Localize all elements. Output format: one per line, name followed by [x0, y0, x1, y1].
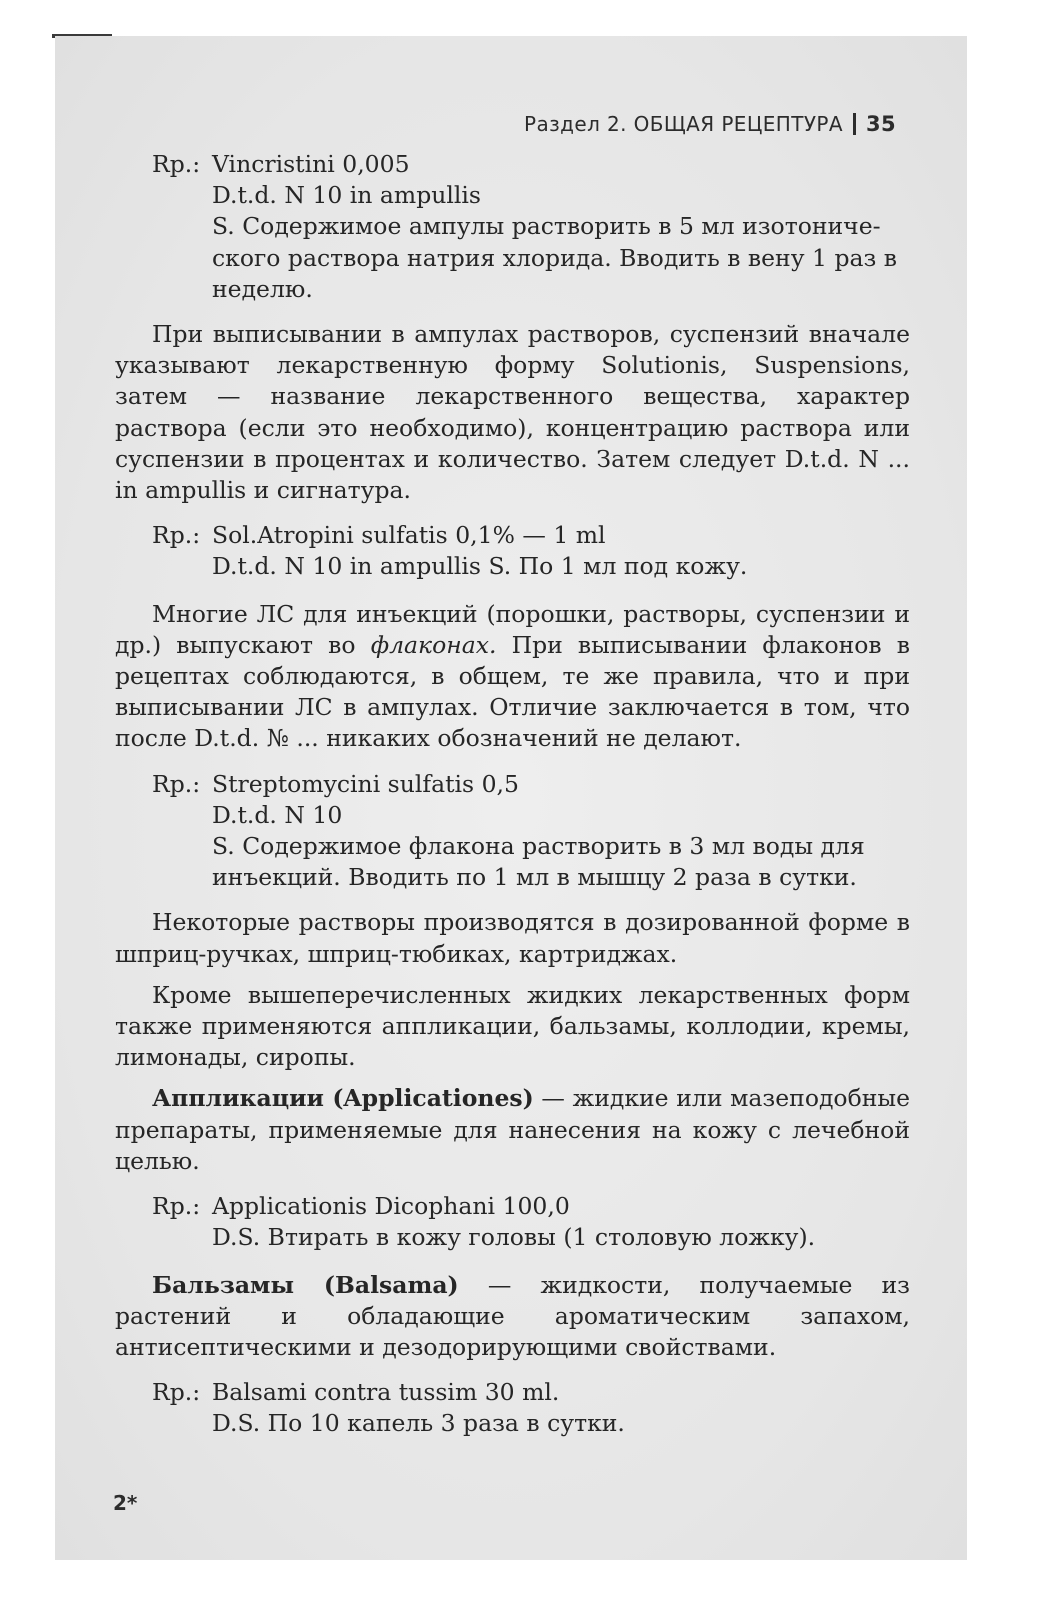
prescription-dicophane	[115, 1191, 910, 1253]
paragraph-other-forms: Кроме вышеперечисленных жидких лекарственных форм также применяются аппликации, бальзамы, коллодии, кремы, лимонады, сиропы.	[115, 980, 910, 1072]
bold-term: Аппликации (Applicationes)	[152, 1084, 534, 1113]
rx-line: D.t.d. N 10 in ampullis	[212, 181, 481, 210]
rx-label: Rp.:	[152, 1192, 201, 1221]
running-header	[524, 112, 896, 136]
rx-line: Vincristini 0,005	[212, 150, 410, 178]
rx-label: Rp.:	[152, 521, 201, 550]
book-page	[55, 36, 967, 1560]
paragraph-dosed-forms: Некоторые растворы производятся в дозированной форме в шприц-ручках, шприц-тюбиках, картриджах.	[115, 908, 910, 968]
rx-line: Applicationis Dicophani 100,0	[212, 1192, 570, 1221]
rx-signature: S. Содержимое флакона растворить в 3 мл воды для инъекций. Вводить по 1 мл в мышцу 2 раза в сутки.	[212, 832, 865, 892]
prescription-vincristine	[115, 149, 910, 305]
rx-line: D.S. Втирать в кожу головы (1 столовую ложку).	[212, 1223, 816, 1252]
prescription-atropine	[115, 520, 910, 582]
rx-label: Rp.:	[152, 769, 201, 798]
rx-label: Rp.:	[152, 1378, 201, 1407]
rx-signature: S. Содержимое ампулы растворить в 5 мл изотониче-ского раствора натрия хлорида. Вводить в вену 1 раз в неделю.	[212, 212, 898, 303]
paragraph-applications: Аппликации (Applicationes) — жидкие или мазеподобные препараты, применяемые для нанесения на кожу с лечебной целью.	[115, 1084, 911, 1175]
paragraph-vials: Многие ЛС для инъекций (порошки, растворы, суспензии и др.) выпускают во флаконах. При выписывании флаконов в рецептах соблюдаются, в общем, те же правила, что и при выписывании ЛС в ампулах. Отличие заключается в том, что после D.t.d. № ... никаких обозначений не делают.	[115, 599, 910, 753]
italic-term: флаконах.	[370, 630, 497, 659]
prescription-balsam	[115, 1377, 910, 1439]
rx-line: Sol.Atropini sulfatis 0,1% — 1 ml	[212, 521, 606, 550]
page-content	[115, 149, 910, 1440]
section-title: Раздел 2. ОБЩАЯ РЕЦЕПТУРА	[523, 112, 843, 136]
rx-label: Rp.:	[152, 150, 201, 178]
rx-line: Streptomycini sulfatis 0,5	[212, 769, 519, 798]
rx-line: D.t.d. N 10 in ampullis S. По 1 мл под кожу.	[212, 552, 748, 581]
header-separator	[853, 113, 856, 135]
paragraph-balsams: Бальзамы (Balsama) — жидкости, получаемые из растений и обладающие ароматическим запахом, антисептическими и дезодорирующими свойствами.	[115, 1270, 911, 1361]
paragraph-ampoules: При выписывании в ампулах растворов, суспензий вначале указывают лекарственную форму Solutionis, Suspensions, затем — название лекарственного вещества, характер раствора (если это необходимо), концентрацию раствора или суспензии в процентах и количество. Затем следует D.t.d. N ... in ampullis и сигнатура.	[115, 320, 910, 505]
rx-line: D.S. По 10 капель 3 раза в сутки.	[212, 1409, 625, 1438]
rx-line: Balsami contra tussim 30 ml.	[212, 1378, 560, 1407]
bold-term: Бальзамы (Balsama)	[152, 1270, 459, 1299]
rx-line: D.t.d. N 10	[212, 800, 343, 829]
page-number: 35	[865, 112, 896, 136]
prescription-streptomycin	[115, 769, 910, 894]
signature-mark: 2*	[113, 1491, 138, 1515]
